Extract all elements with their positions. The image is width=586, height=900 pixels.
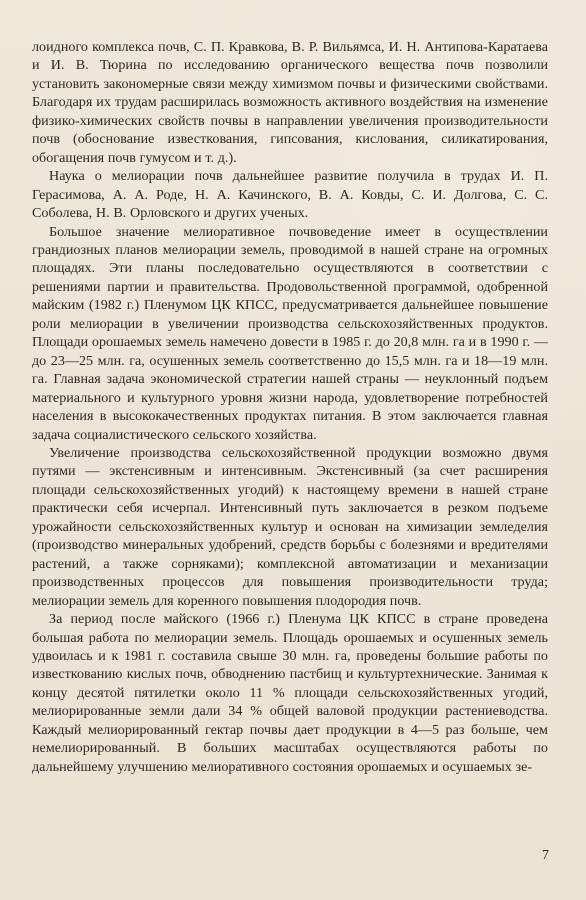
paragraph: лоидного комплекса почв, С. П. Кравкова, В. Р. Вильямса, И. Н. Антипова-Каратаева и И. В. Тюрина по исследованию органического вещества почв позволили установить закономерные связи между химизмом почвы и физическими свойствами. Благодаря их трудам расширилась возможность активного воздействия на изменение физико-химических свойств почвы в направлении увеличения производительности почв (обоснование известкования, гипсования, кислования, силикатирования, обогащения почв гумусом и т. д.). bbox=[32, 39, 548, 166]
paragraph: Увеличение производства сельскохозяйственной продукции возможно двумя путями — экстенсивным и интенсивным. Экстенсивный (за счет расширения площади сельскохозяйственных угодий) к настоящему времени в нашей стране практически себя исчерпал. Интенсивный путь заключается в резком подъеме урожайности сельскохозяйственных культур и основан на химизации земледелия (производство минеральных удобрений, средств борьбы с болезнями и вредителями растений, а также сорняками); комплексной автоматизации и механизации производственных процессов для повышения производительности труда; мелиорации земель для коренного повышения плодородия почв. bbox=[32, 444, 548, 609]
paragraph: За период после майского (1966 г.) Пленума ЦК КПСС в стране проведена большая работа по мелиорации земель. Площадь орошаемых и осушенных земель удвоилась и к 1981 г. составила свыше 30 млн. га, проведены большие работы по известкованию кислых почв, обводнению пастбищ и культуртехнические. Занимая к концу десятой пятилетки около 11 % площади сельскохозяйственных угодий, мелиорированные земли дали 34 % общей валовой продукции растениеводства. Каждый мелиорированный гектар почвы дает продукции в 4—5 раз больше, чем немелиорированный. В больших масштабах осуществляются работы по дальнейшему улучшению мелиоративного состояния орошаемых и осушаемых зе- bbox=[32, 611, 548, 775]
page-number: 7 bbox=[542, 848, 549, 863]
paragraph: Наука о мелиорации почв дальнейшее развитие получила в трудах И. П. Герасимова, А. А. Роде, Н. А. Качинского, В. А. Ковды, С. И. Долгова, С. С. Соболева, Н. В. Орловского и других ученых. bbox=[32, 168, 548, 222]
page-text-block bbox=[32, 38, 548, 776]
paragraph: Большое значение мелиоративное почвоведение имеет в осуществлении грандиозных планов мелиорации земель, проводимой в нашей стране на огромных площадях. Эти планы последовательно осуществляются в соответствии с решениями партии и правительства. Продовольственной программой, одобренной майским (1982 г.) Пленумом ЦК КПСС, предусматривается дальнейшее повышение роли мелиорации в увеличении производства сельскохозяйственных продуктов. Площади орошаемых земель намечено довести в 1985 г. до 20,8 млн. га и в 1990 г. — до 23—25 млн. га, осушенных земель соответственно до 15,5 млн. га и 18—19 млн. га. Главная задача экономической стратегии нашей страны — неуклонный подъем материального и культурного уровня жизни народа, удовлетворение потребностей населения в высококачественных продуктах питания. В этом заключается главная задача социалистического сельского хозяйства. bbox=[32, 223, 548, 443]
